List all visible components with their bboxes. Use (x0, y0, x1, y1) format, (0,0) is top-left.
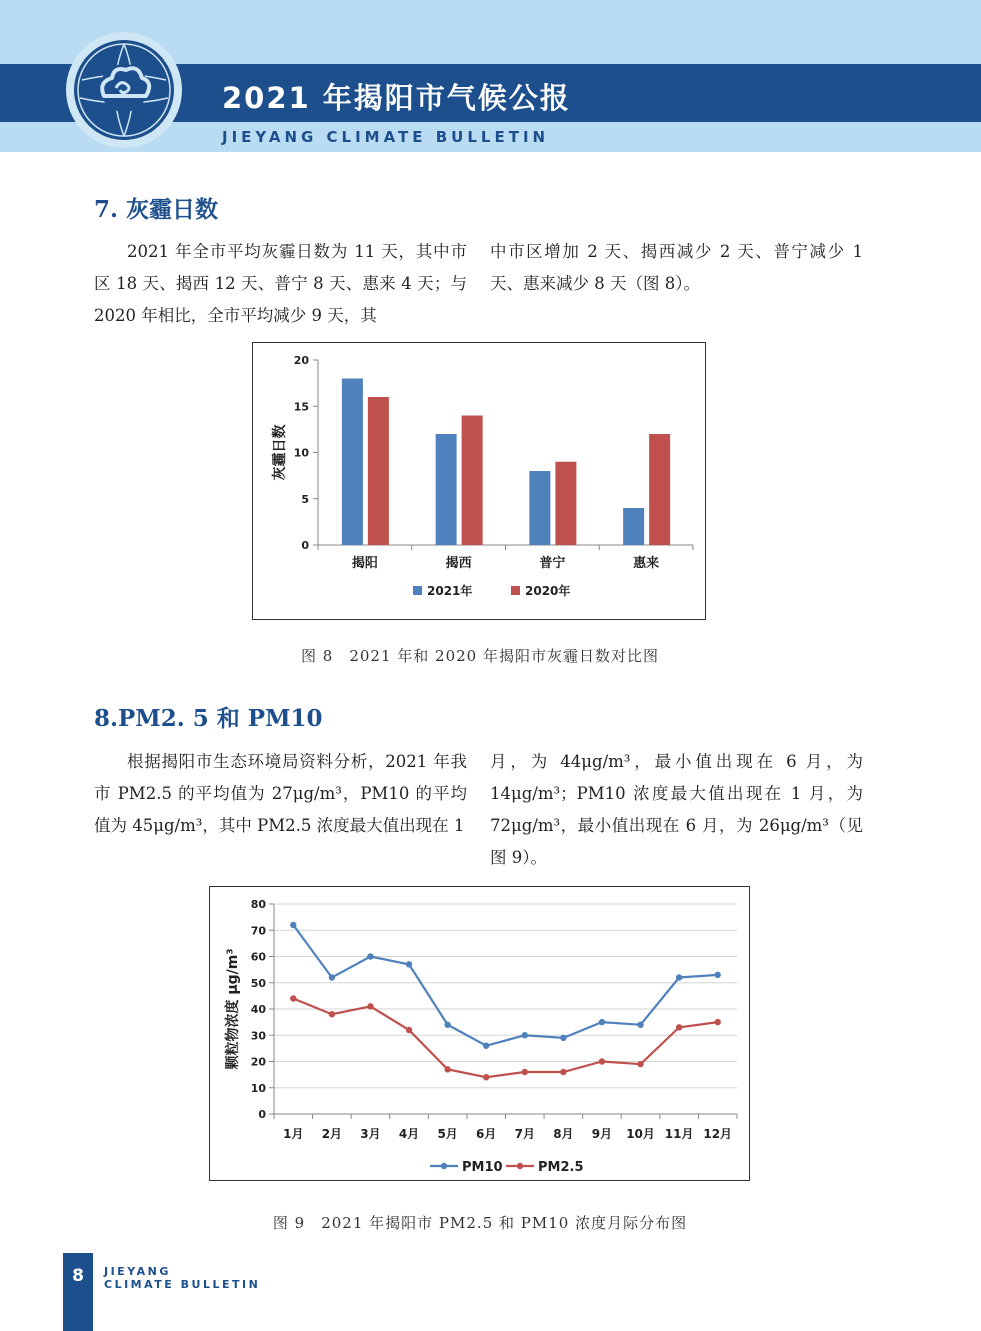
figure-9-caption: 图 9 2021 年揭阳市 PM2.5 和 PM10 浓度月际分布图 (272, 1214, 688, 1232)
section-7-right-column (490, 236, 863, 300)
point-PM2.5-5月 (444, 1066, 450, 1072)
point-PM10-5月 (444, 1022, 450, 1028)
point-PM10-8月 (560, 1035, 566, 1041)
page-number: 8 (72, 1266, 84, 1286)
point-PM10-2月 (329, 974, 335, 980)
section-8-left-column (94, 746, 467, 842)
section-8-right-paragraph: 月，为 44μg/m³，最小值出现在 6 月，为 14μg/m³；PM10 浓度最大值出现在 1 月，为 72μg/m³，最小值出现在 6 月，为 26μg/m³（见图 9）。 (490, 752, 863, 867)
bar-2020年-普宁 (555, 462, 576, 545)
y-tick-label: 0 (301, 539, 309, 552)
y-tick-label: 5 (301, 492, 309, 506)
y-tick-label: 15 (293, 400, 309, 414)
x-category-label: 3月 (360, 1127, 381, 1141)
bar-2021年-惠来 (623, 508, 644, 545)
y-axis-title: 颗粒物浓度 μg/m³ (225, 948, 241, 1070)
point-PM10-4月 (406, 961, 412, 967)
footer-line-2: CLIMATE BULLETIN (104, 1278, 261, 1291)
x-category-label: 1月 (283, 1127, 304, 1141)
x-category-label: 2月 (321, 1127, 343, 1141)
y-tick-label: 20 (293, 354, 309, 367)
point-PM10-11月 (676, 974, 682, 980)
legend-marker-PM2.5 (517, 1163, 523, 1169)
y-tick-label: 80 (250, 898, 266, 911)
section-7-left-paragraph: 2021 年全市平均灰霾日数为 11 天，其中市区 18 天、揭西 12 天、普宁 8 天、惠来 4 天；与 2020 年相比，全市平均减少 9 天，其 (94, 242, 467, 325)
figure-9-frame (209, 886, 750, 1181)
series-line-PM10 (293, 925, 717, 1046)
figure-8-frame (252, 342, 706, 620)
point-PM10-6月 (483, 1043, 489, 1049)
x-category-label: 8月 (553, 1127, 574, 1141)
y-tick-label: 70 (250, 924, 266, 938)
point-PM2.5-2月 (329, 1011, 335, 1017)
point-PM2.5-12月 (715, 1019, 721, 1025)
bar-2021年-揭西 (436, 434, 457, 545)
section-8-right-column (490, 746, 863, 874)
legend-label-2021年: 2021年 (427, 584, 473, 598)
point-PM2.5-1月 (290, 995, 296, 1001)
x-category-label: 4月 (398, 1127, 420, 1141)
legend-label-2020年: 2020年 (525, 584, 571, 598)
y-tick-label: 30 (250, 1029, 266, 1043)
legend-swatch-2020年 (511, 586, 520, 595)
section-7-title: 7. 灰霾日数 (94, 196, 219, 223)
pm-concentration-line-chart (210, 887, 749, 1180)
legend-swatch-2021年 (413, 586, 422, 595)
x-category-label: 7月 (514, 1127, 535, 1141)
legend-marker-PM10 (441, 1163, 447, 1169)
y-axis-title: 灰霾日数 (272, 424, 288, 481)
point-PM2.5-10月 (637, 1061, 643, 1067)
bulletin-subtitle: JIEYANG CLIMATE BULLETIN (222, 128, 550, 146)
x-category-label: 普宁 (539, 556, 566, 571)
bulletin-title: 2021 年揭阳市气候公报 (222, 81, 571, 115)
y-tick-label: 60 (250, 950, 266, 964)
point-PM2.5-8月 (560, 1069, 566, 1075)
y-tick-label: 20 (250, 1055, 266, 1069)
y-tick-label: 50 (250, 976, 266, 990)
bar-2020年-揭阳 (368, 397, 389, 545)
point-PM2.5-7月 (522, 1069, 528, 1075)
point-PM10-3月 (367, 953, 373, 959)
bar-2021年-普宁 (529, 471, 550, 545)
x-category-label: 揭阳 (351, 556, 378, 571)
x-category-label: 6月 (476, 1127, 497, 1141)
point-PM2.5-11月 (676, 1024, 682, 1030)
series-line-PM2.5 (293, 999, 717, 1078)
x-category-label: 5月 (437, 1127, 458, 1141)
footer-line-1: JIEYANG (104, 1265, 171, 1278)
x-category-label: 12月 (703, 1127, 733, 1141)
y-tick-label: 10 (293, 446, 309, 460)
legend-label-PM10: PM10 (462, 1160, 503, 1175)
x-category-label: 9月 (591, 1127, 613, 1141)
x-category-label: 11月 (664, 1127, 694, 1141)
bar-2021年-揭阳 (342, 379, 363, 546)
point-PM10-12月 (715, 972, 721, 978)
bar-2020年-惠来 (649, 434, 670, 545)
point-PM2.5-3月 (367, 1003, 373, 1009)
haze-days-bar-chart (253, 343, 705, 619)
figure-8-caption: 图 8 2021 年和 2020 年揭阳市灰霾日数对比图 (301, 647, 659, 665)
point-PM10-9月 (599, 1019, 605, 1025)
x-category-label: 揭西 (445, 556, 472, 571)
point-PM2.5-6月 (483, 1074, 489, 1080)
y-tick-label: 10 (250, 1081, 266, 1095)
x-category-label: 10月 (626, 1127, 655, 1141)
x-category-label: 惠来 (633, 556, 660, 571)
y-tick-label: 0 (258, 1108, 266, 1121)
point-PM2.5-4月 (406, 1027, 412, 1033)
footer-page-tab (63, 1253, 93, 1331)
point-PM10-1月 (290, 922, 296, 928)
section-7-left-column (94, 236, 467, 332)
section-7-right-paragraph: 中市区增加 2 天、揭西减少 2 天、普宁减少 1 天、惠来减少 8 天（图 8）。 (490, 242, 863, 293)
legend-label-PM2.5: PM2.5 (538, 1160, 584, 1175)
point-PM10-10月 (637, 1022, 643, 1028)
y-tick-label: 40 (250, 1003, 266, 1016)
section-8-title: 8.PM2. 5 和 PM10 (94, 705, 323, 732)
cloud-logo-icon (64, 30, 184, 150)
point-PM10-7月 (522, 1032, 528, 1038)
bar-2020年-揭西 (462, 416, 483, 546)
footer-label (104, 1265, 260, 1291)
point-PM2.5-9月 (599, 1058, 605, 1064)
section-8-left-paragraph: 根据揭阳市生态环境局资料分析，2021 年我市 PM2.5 的平均值为 27μg/m³，PM10 的平均值为 45μg/m³，其中 PM2.5 浓度最大值出现在 1 (94, 752, 467, 835)
